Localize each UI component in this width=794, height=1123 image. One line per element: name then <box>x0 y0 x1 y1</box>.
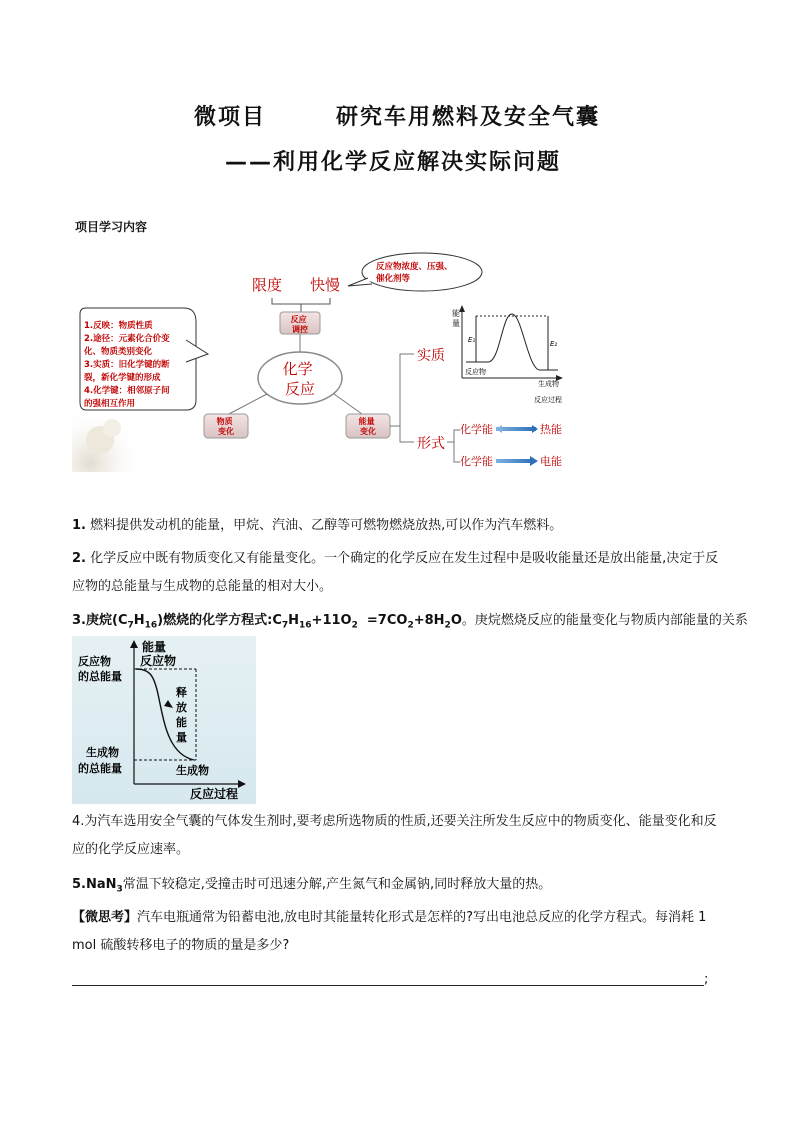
answer-line[interactable] <box>72 985 704 986</box>
note-text: 1.反映：物质性质 2.途径：元素化合价变 化、物质类别变化 3.实质：旧化学键的断 裂，新化学键的形成 4.化学键：相邻原子间 的强相互作用 <box>84 321 170 409</box>
title-part1: 微项目 <box>193 105 266 130</box>
section-label: 项目学习内容 <box>75 220 148 234</box>
paragraph-4: 4.为汽车选用安全气囊的气体发生剂时,要考虑所选物质的性质,还要关注所发生反应中的物质变化、能量变化和反应的化学反应速率。 <box>72 814 717 857</box>
answer-semicolon: ; <box>704 972 709 987</box>
page-subtitle: ——利用化学反应解决实际问题 <box>225 150 562 175</box>
svg-text:能: 能 <box>452 309 460 318</box>
factors-bubble <box>362 253 482 291</box>
svg-text:反应过程: 反应过程 <box>534 396 562 404</box>
svg-text:反应物: 反应物 <box>78 655 111 668</box>
chem-energy-2: 化学能 <box>460 455 493 468</box>
paragraph-2: 2. 化学反应中既有物质变化又有能量变化。一个确定的化学反应在发生过程中是吸收能量还是放出能量,决定于反应物的总能量与生成物的总能量的相对大小。 <box>72 551 719 594</box>
double-arrow-icon <box>496 425 502 433</box>
svg-text:E₂: E₂ <box>550 340 558 348</box>
arrow-right-icon <box>530 456 538 466</box>
paragraph-3: 3.庚烷$(C_7H_{16})$燃烧的化学方程式$:C_7H_{16}+11O_2 =7CO_2+8H_2O$。庚烷燃烧反应的能量变化与物质内部能量的关系 <box>72 613 748 631</box>
svg-text:释 放 能 量: 释 放 能 量 <box>176 686 187 744</box>
svg-text:生成物: 生成物 <box>538 380 559 388</box>
svg-text:E₁: E₁ <box>468 336 476 344</box>
svg-text:物质 变化: 物质 变化 <box>216 417 234 436</box>
think-label: 【微思考】 <box>72 910 138 925</box>
think-paragraph: 【微思考】汽车电瓶通常为铅蓄电池,放电时其能量转化形式是怎样的?写出电池总反应的化学方程式。每消耗 1 mol 硫酸转移电子的物质的量是多少? <box>72 910 707 953</box>
electric-energy: 电能 <box>540 455 562 468</box>
svg-text:反应过程: 反应过程 <box>190 787 239 801</box>
heat-energy: 热能 <box>540 423 562 436</box>
chem-energy-1: 化学能 <box>460 423 493 436</box>
term-speed: 快慢 <box>310 276 341 294</box>
svg-text:能量 变化: 能量 变化 <box>358 417 376 436</box>
title-part2: 研究车用燃料及安全气囊 <box>336 105 601 130</box>
energy-diagram <box>72 636 256 804</box>
svg-text:反应物: 反应物 <box>465 368 486 376</box>
svg-text:生成物: 生成物 <box>176 764 209 777</box>
svg-text:量: 量 <box>452 319 460 328</box>
paragraph-1: 1. 燃料提供发动机的能量，甲烷、汽油、乙醇等可燃物燃烧放热,可以作为汽车燃料。 <box>72 518 563 533</box>
paragraph-5: 5.NaN$_3$常温下较稳定,受撞击时可迅速分解,产生氮气和金属钠,同时释放大量的热。 <box>72 877 552 895</box>
mini-energy-chart <box>452 305 563 404</box>
svg-text:能量: 能量 <box>142 640 167 654</box>
svg-text:生成物: 生成物 <box>86 746 119 759</box>
svg-text:的总能量: 的总能量 <box>78 670 122 683</box>
svg-text:反应物: 反应物 <box>140 654 177 668</box>
svg-text:化学 反应: 化学 反应 <box>282 360 316 398</box>
term-limit: 限度 <box>252 276 283 294</box>
term-form: 形式 <box>417 436 445 452</box>
svg-text:反应 调控: 反应 调控 <box>290 315 308 334</box>
term-essence: 实质 <box>417 348 445 364</box>
factors-text: 反应物浓度、压强、 催化剂等 <box>376 262 453 284</box>
svg-text:的总能量: 的总能量 <box>78 762 122 775</box>
page-title <box>0 100 794 131</box>
concept-map <box>72 250 572 472</box>
